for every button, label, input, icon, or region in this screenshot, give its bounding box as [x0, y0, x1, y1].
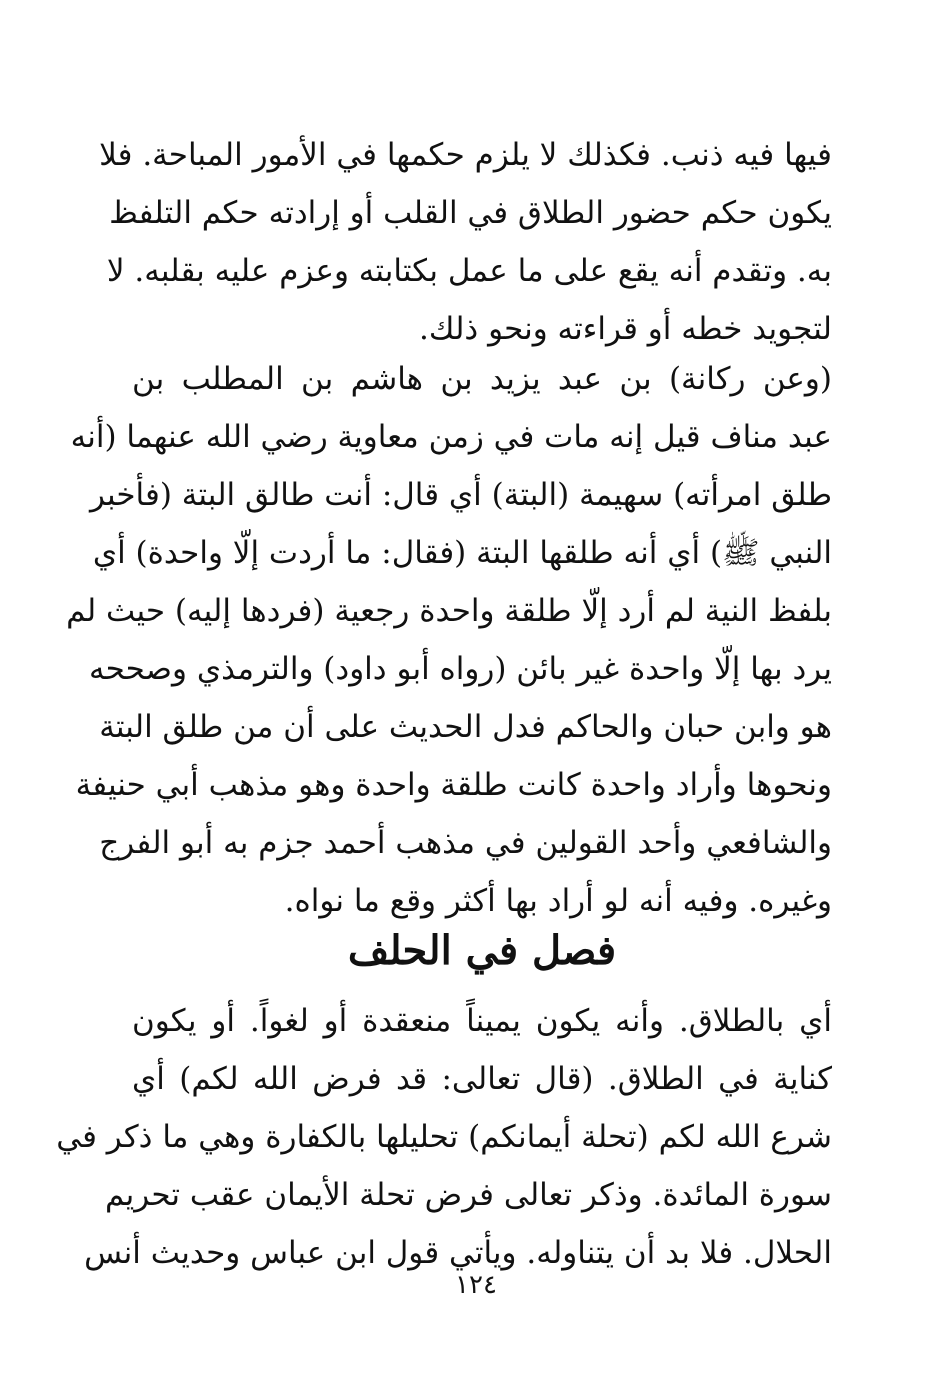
paragraph-3 [56, 992, 832, 1282]
text-line: شرع الله لكم (تحلة أيمانكم) تحليلها بالكفارة وهي ما ذكر في [56, 1119, 832, 1155]
text-line: يكون حكم حضور الطلاق في القلب أو إرادته حكم التلفظ [109, 195, 832, 231]
text-line: فيها فيه ذنب. فكذلك لا يلزم حكمها في الأمور المباحة. فلا [99, 137, 832, 173]
section-heading: فصل في الحلف [347, 927, 617, 974]
text-line: هو وابن حبان والحاكم فدل الحديث على أن من طلق البتة [99, 709, 832, 745]
text-line: أي بالطلاق. وأنه يكون يميناً منعقدة أو لغواً. أو يكون [132, 1003, 832, 1039]
text-line: عبد مناف قيل إنه مات في زمن معاوية رضي الله عنهما (أنه [70, 419, 832, 455]
text-line: والشافعي وأحد القولين في مذهب أحمد جزم به أبو الفرج [99, 825, 832, 861]
text-line: (وعن ركانة) بن عبد يزيد بن هاشم بن المطلب بن [132, 361, 832, 397]
text-line: ونحوها وأراد واحدة كانت طلقة واحدة وهو مذهب أبي حنيفة [75, 767, 832, 803]
text-line: لتجويد خطه أو قراءته ونحو ذلك. [418, 311, 832, 347]
text-line: سورة المائدة. وذكر تعالى فرض تحلة الأيمان عقب تحريم [104, 1177, 832, 1213]
text-line: وغيره. وفيه أنه لو أراد بها أكثر وقع ما نواه. [284, 883, 832, 919]
paragraph-2 [66, 350, 832, 930]
text-line: الحلال. فلا بد أن يتناوله. ويأتي قول ابن عباس وحديث أنس [84, 1235, 832, 1271]
text-line: بلفظ النية لم أرد إلّا طلقة واحدة رجعية (فردها إليه) حيث لم [66, 593, 832, 629]
paragraph-1 [99, 126, 832, 358]
text-line: به. وتقدم أنه يقع على ما عمل بكتابته وعزم عليه بقلبه. لا [106, 253, 832, 289]
text-line: يرد بها إلّا واحدة غير بائن (رواه أبو داود) والترمذي وصححه [89, 651, 832, 687]
text-line: طلق امرأته) سهيمة (البتة) أي قال: أنت طالق البتة (فأخبر [89, 477, 832, 513]
text-line: كناية في الطلاق. (قال تعالى: قد فرض الله لكم) أي [132, 1061, 832, 1097]
text-line: النبي ﷺ) أي أنه طلقها البتة (فقال: ما أردت إلّا واحدة) أي [92, 535, 832, 571]
page-number: ١٢٤ [455, 1270, 497, 1300]
